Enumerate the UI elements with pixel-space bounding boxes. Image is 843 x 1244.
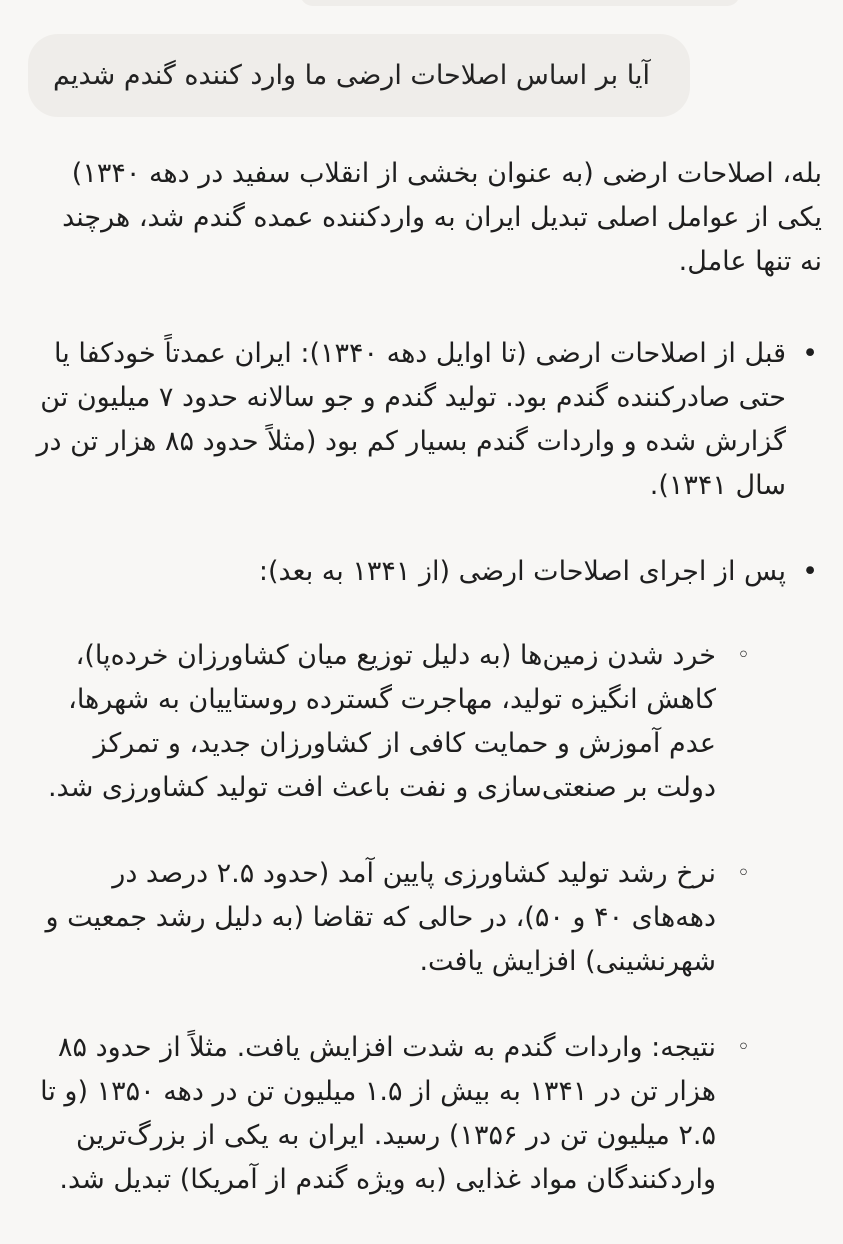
sub-bullet-marker: ◦ [737,1035,750,1060]
sub-bullet-item [32,634,786,810]
bullet-text: پس از اجرای اصلاحات ارضی (از ۱۳۴۱ به بعد): [258,556,786,587]
answer-intro: بله، اصلاحات ارضی (به عنوان بخشی از انقلاب سفید در دهه ۱۳۴۰) یکی از عوامل اصلی تبدیل ایران به واردکننده عمده گندم شد، هرچند نه تنها عامل. [62,158,822,277]
bullet-item [32,550,822,1202]
sub-bullet-text: نتیجه: واردات گندم به شدت افزایش یافت. مثلاً از حدود ۸۵ هزار تن در ۱۳۴۱ به بیش از ۱.۵ میلیون تن در دهه ۱۳۵۰ (و تا ۲.۵ میلیون تن در ۱۳۵۶) رسید. ایران به یکی از بزرگ‌ترین واردکنندگان مواد غذایی (به ویژه گندم از آمریکا) تبدیل شد. [40,1032,716,1195]
bullet-item [32,332,822,508]
sub-bullet-list [32,634,786,1202]
sub-bullet-marker: ◦ [737,643,750,668]
user-message-bubble [28,34,690,117]
bullet-marker: • [802,556,818,587]
bullet-text: قبل از اصلاحات ارضی (تا اوایل دهه ۱۳۴۰): ایران عمدتاً خودکفا یا حتی صادرکننده گندم بود. تولید گندم و جو سالانه حدود ۷ میلیون تن گزارش شده و واردات گندم بسیار کم بود (مثلاً حدود ۸۵ هزار تن در سال ۱۳۴۱). [36,338,786,501]
sub-bullet-item [32,852,786,984]
assistant-answer [32,152,822,1244]
user-message-text: آیا بر اساس اصلاحات ارضی ما وارد کننده گندم شدیم [53,60,650,91]
answer-bullet-list [32,332,822,1202]
sub-bullet-text: نرخ رشد تولید کشاورزی پایین آمد (حدود ۲.۵ درصد در دهه‌های ۴۰ و ۵۰)، در حالی که تقاضا (به دلیل رشد جمعیت و شهرنشینی) افزایش یافت. [45,858,716,977]
sub-bullet-text: خرد شدن زمین‌ها (به دلیل توزیع میان کشاورزان خرده‌پا)، کاهش انگیزه تولید، مهاجرت گسترده روستاییان به شهرها، عدم آموزش و حمایت کافی از کشاورزان جدید، و تمرکز دولت بر صنعتی‌سازی و نفت باعث افت تولید کشاورزی شد. [47,640,716,803]
bullet-marker: • [802,338,818,369]
sub-bullet-item [32,1026,786,1202]
sub-bullet-marker: ◦ [737,861,750,886]
